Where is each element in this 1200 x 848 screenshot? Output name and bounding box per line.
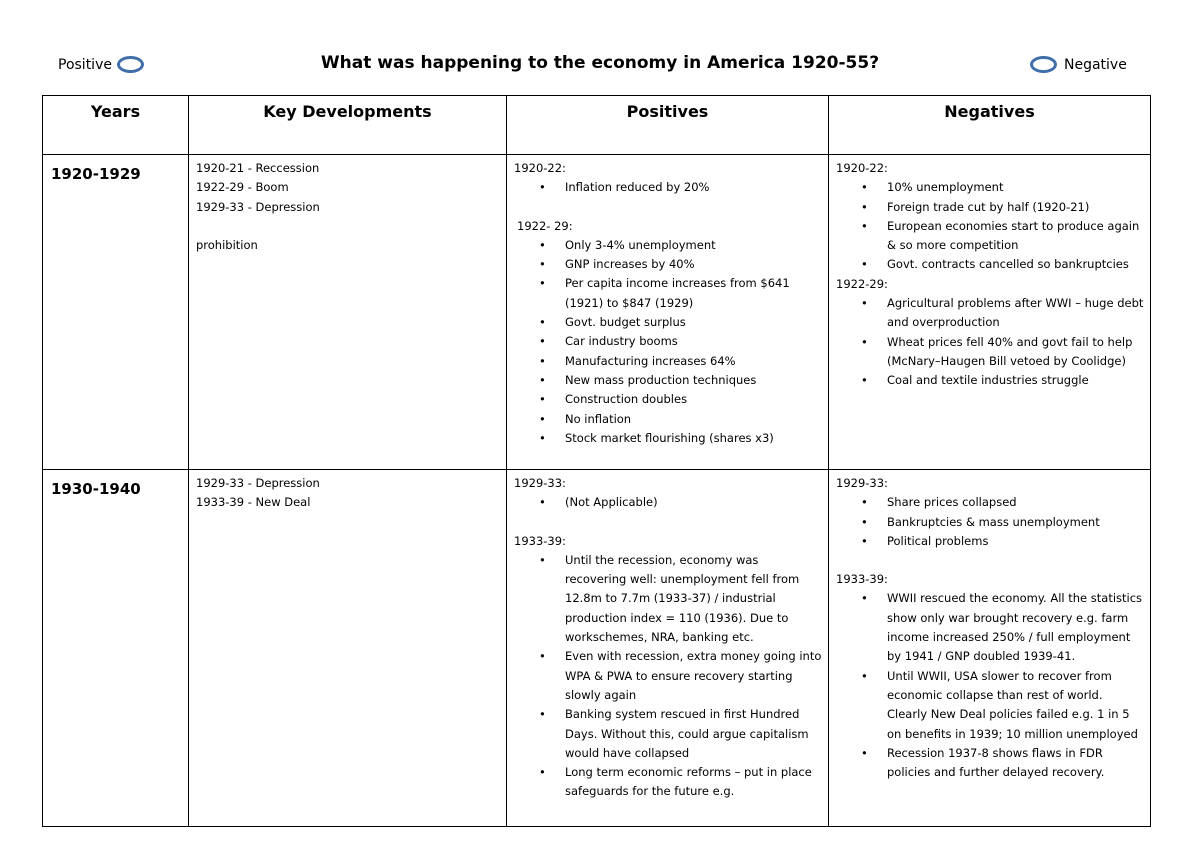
- economy-table: [42, 95, 1151, 827]
- bullet-item: • No inflation: [555, 410, 822, 429]
- page-header: [0, 0, 1200, 90]
- key-developments-cell: [189, 155, 507, 470]
- bullet-item: • 10% unemployment: [877, 178, 1144, 197]
- key-developments-cell: [189, 470, 507, 827]
- legend-negative: [1030, 56, 1127, 73]
- bullet-item: • Stock market flourishing (shares x3): [555, 429, 822, 448]
- legend-negative-label: Negative: [1064, 56, 1127, 73]
- bullet-list: [836, 178, 1144, 274]
- bullet-list: [836, 493, 1144, 551]
- positives-cell: [507, 470, 829, 827]
- period-heading: 1929-33:: [836, 476, 888, 490]
- bullet-item: • Agricultural problems after WWI – huge debt and overproduction: [877, 294, 1144, 333]
- bullet-list: [514, 493, 822, 512]
- bullet-item: • New mass production techniques: [555, 371, 822, 390]
- bullet-item: • Inflation reduced by 20%: [555, 178, 822, 197]
- bullet-item: • Banking system rescued in first Hundred Days. Without this, could argue capitalism would have collapsed: [555, 705, 822, 763]
- period-heading: 1933-39:: [836, 572, 888, 587]
- column-header-key-developments: Key Developments: [189, 96, 507, 155]
- table-header-row: [43, 96, 1151, 155]
- year-cell: 1920-1929: [43, 155, 189, 470]
- bullet-item: • Construction doubles: [555, 390, 822, 409]
- bullet-item: • Manufacturing increases 64%: [555, 352, 822, 371]
- bullet-item: • Until the recession, economy was recovering well: unemployment fell from 12.8m to 7.7m (1933-37) / industrial production index = 110 (1936). Due to workschemes, NRA, banking etc.: [555, 551, 822, 647]
- development-item: 1929-33 - Depression: [196, 199, 320, 214]
- bullet-item: • European economies start to produce again & so more competition: [877, 217, 1144, 256]
- table-row: [43, 155, 1151, 470]
- bullet-item: • Only 3-4% unemployment: [555, 236, 822, 255]
- bullet-item: • (Not Applicable): [555, 493, 822, 512]
- negative-oval-icon: [1030, 56, 1057, 73]
- column-header-positives: Positives: [507, 96, 829, 155]
- spacer: [514, 198, 822, 217]
- bullet-list: [514, 551, 822, 802]
- period-heading: 1929-33:: [514, 476, 566, 490]
- legend-positive-label: Positive: [58, 56, 112, 73]
- negatives-cell: [829, 155, 1151, 470]
- development-item: prohibition: [196, 237, 258, 252]
- bullet-list: [514, 178, 822, 197]
- bullet-item: • Share prices collapsed: [877, 493, 1144, 512]
- bullet-item: • Recession 1937-8 shows flaws in FDR policies and further delayed recovery.: [877, 744, 1144, 783]
- bullet-item: • WWII rescued the economy. All the statistics show only war brought recovery e.g. farm income increased 250% / full employment by 1941 / GNP doubled 1939-41.: [877, 589, 1144, 666]
- development-item: 1920-21 - Reccession: [196, 161, 320, 175]
- bullet-item: • Until WWII, USA slower to recover from economic collapse than rest of world. Clearly New Deal policies failed e.g. 1 in 5 on benefits in 1939; 10 million unemployed: [877, 667, 1144, 744]
- bullet-item: • Long term economic reforms – put in place safeguards for the future e.g.: [555, 763, 822, 802]
- bullet-list: [836, 589, 1144, 782]
- negatives-cell: [829, 470, 1151, 827]
- bullet-item: • Foreign trade cut by half (1920-21): [877, 198, 1144, 217]
- bullet-item: • GNP increases by 40%: [555, 255, 822, 274]
- bullet-item: • Bankruptcies & mass unemployment: [877, 513, 1144, 532]
- bullet-item: • Govt. contracts cancelled so bankruptcies: [877, 255, 1144, 274]
- bullet-item: • Even with recession, extra money going into WPA & PWA to ensure recovery starting slowly again: [555, 647, 822, 705]
- positives-cell: [507, 155, 829, 470]
- period-heading: 1920-22:: [836, 161, 888, 175]
- table-row: [43, 470, 1151, 827]
- period-heading: 1922-29:: [836, 276, 888, 291]
- column-header-years: Years: [43, 96, 189, 155]
- period-heading: 1920-22:: [514, 161, 566, 175]
- development-item: 1922-29 - Boom: [196, 180, 289, 195]
- period-heading: 1933-39:: [514, 533, 566, 548]
- bullet-list: [514, 236, 822, 448]
- legend-positive: [58, 56, 144, 73]
- positive-oval-icon: [117, 56, 144, 73]
- bullet-item: • Wheat prices fell 40% and govt fail to help (McNary–Haugen Bill vetoed by Coolidge): [877, 333, 1144, 372]
- column-header-negatives: Negatives: [829, 96, 1151, 155]
- bullet-item: • Car industry booms: [555, 332, 822, 351]
- bullet-item: • Per capita income increases from $641 (1921) to $847 (1929): [555, 274, 822, 313]
- spacer: [514, 513, 822, 532]
- spacer: [196, 217, 500, 236]
- development-item: 1933-39 - New Deal: [196, 495, 311, 510]
- bullet-item: • Coal and textile industries struggle: [877, 371, 1144, 390]
- bullet-item: • Govt. budget surplus: [555, 313, 822, 332]
- year-cell: 1930-1940: [43, 470, 189, 827]
- bullet-item: • Political problems: [877, 532, 1144, 551]
- period-heading: 1922- 29:: [517, 218, 573, 233]
- development-item: 1929-33 - Depression: [196, 476, 320, 490]
- spacer: [836, 551, 1144, 570]
- page-title: What was happening to the economy in America 1920-55?: [320, 53, 880, 73]
- bullet-list: [836, 294, 1144, 390]
